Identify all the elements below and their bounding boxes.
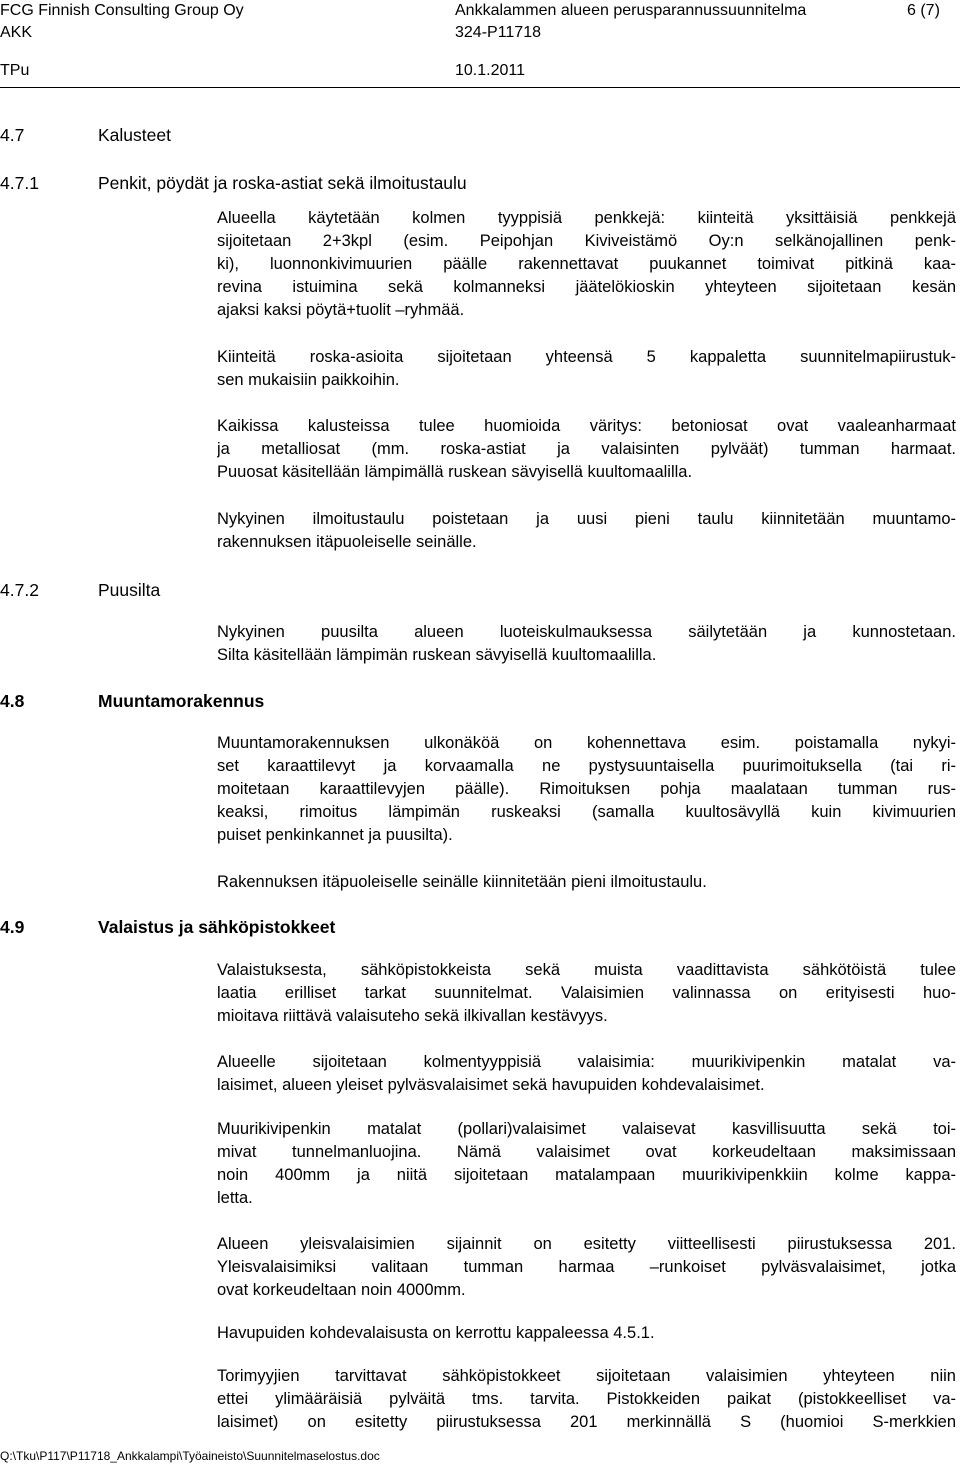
paragraph-line: puiset penkinkannet ja puusilta). (217, 825, 453, 844)
heading-title: Muuntamorakennus (98, 691, 265, 711)
paragraph-substation (217, 732, 956, 846)
paragraph-noticeboard (217, 508, 956, 554)
company-name: FCG Finnish Consulting Group Oy (0, 2, 244, 19)
paragraph-line: sijoitetaan 2+3kpl (esim. Peipohjan Kiviveistämö Oy:n selkänojallinen penk- (217, 231, 956, 250)
heading-4-9 (0, 916, 335, 938)
paragraph-line: ajaksi kaksi pöytä+tuolit –ryhmää. (217, 300, 465, 319)
author: TPu (0, 62, 30, 79)
paragraph-line: ki), luonnonkivimuurien päälle rakennettavat puukannet toimivat pitkinä kaa- (217, 254, 956, 273)
paragraph-lighting-plans (217, 959, 956, 1028)
paragraph-line: set karaattilevyt ja korvaamalla ne pystysuuntaisella puurimoituksella (tai ri- (217, 756, 956, 775)
heading-number: 4.7.2 (0, 580, 39, 600)
paragraph-line: Muurikivipenkin matalat (pollari)valaisimet valaisevat kasvillisuutta sekä toi- (217, 1120, 956, 1138)
paragraph-line: letta. (217, 1188, 253, 1207)
paragraph-line: mioitava riittävä valaisuteho sekä ilkivallan kestävyys. (217, 1006, 608, 1025)
paragraph-line: Valaistuksesta, sähköpistokkeista sekä muista vaadittavista sähkötöistä tulee (217, 961, 956, 979)
heading-4-8 (0, 690, 264, 712)
paragraph-line: Silta käsitellään lämpimän ruskean sävyisellä kuultomaalilla. (217, 645, 657, 664)
paragraph-line: Alueelle sijoitetaan kolmentyyppisiä valaisimia: muurikivipenkin matalat va- (217, 1053, 956, 1071)
paragraph-line: Nykyinen ilmoitustaulu poistetaan ja uusi pieni taulu kiinnitetään muuntamo- (217, 510, 956, 528)
paragraph-line: Havupuiden kohdevalaisusta on kerrottu kappaleessa 4.5.1. (217, 1324, 655, 1342)
paragraph-line: Alueen yleisvalaisimien sijainnit on esitetty viitteellisesti piirustuksessa 201. (217, 1235, 956, 1253)
paragraph-luminaire-types (217, 1051, 956, 1097)
paragraph-line: Torimyyjien tarvittavat sähköpistokkeet sijoitetaan valaisimien yhteyteen niin (217, 1367, 956, 1385)
paragraph-line: sen mukaisiin paikkoihin. (217, 370, 400, 389)
heading-4-7-2 (0, 579, 160, 601)
paragraph-line: Puuosat käsitellään lämpimällä ruskean sävyisellä kuultomaalilla. (217, 462, 693, 481)
paragraph-line: laisimet, alueen yleiset pylväsvalaisimet sekä havupuiden kohdevalaisimet. (217, 1075, 765, 1094)
paragraph-line: Nykyinen puusilta alueen luoteiskulmauksessa säilytetään ja kunnostetaan. (217, 623, 956, 641)
paragraph-line: Yleisvalaisimiksi valitaan tumman harmaa –runkoiset pylväsvalaisimet, jotka (217, 1257, 956, 1276)
heading-number: 4.9 (0, 917, 25, 937)
heading-number: 4.7.1 (0, 173, 39, 193)
header-rule (0, 87, 960, 88)
paragraph-line: mivat tunnelmanluojina. Nämä valaisimet ovat korkeudeltaan maksimissaan (217, 1142, 956, 1161)
paragraph-substation-notice (217, 871, 956, 894)
paragraph-line: laisimet) on esitetty piirustuksessa 201 merkinnällä S (huomioi S-merkkien (217, 1412, 956, 1431)
paragraph-colors (217, 415, 956, 484)
heading-number: 4.7 (0, 125, 25, 145)
paragraph-line: rakennuksen itäpuoleiselle seinälle. (217, 532, 477, 551)
paragraph-line: noin 400mm ja niitä sijoitetaan matalampaan muurikivipenkkiin kolme kappa- (217, 1165, 956, 1184)
document-title: Ankkalammen alueen perusparannussuunnitelma (455, 2, 807, 19)
page-number: 6 (7) (907, 2, 940, 19)
paragraph-line: ja metalliosat (mm. roska-astiat ja valaisinten pylväät) tumman harmaat. (217, 439, 956, 458)
paragraph-sockets (217, 1365, 956, 1434)
paragraph-line: revina istuimina sekä kolmanneksi jäätelökioskin yhteyteen sijoitetaan kesän (217, 277, 956, 296)
heading-title: Valaistus ja sähköpistokkeet (98, 917, 336, 937)
document-date: 10.1.2011 (455, 62, 525, 79)
project-number: 324-P11718 (455, 24, 541, 41)
paragraph-bollards (217, 1118, 956, 1210)
paragraph-line: Muuntamorakennuksen ulkonäköä on kohennettava esim. poistamalla nykyi- (217, 734, 956, 752)
paragraph-line: Kiinteitä roska-asioita sijoitetaan yhteensä 5 kappaletta suunnitelmapiirustuk- (217, 348, 956, 366)
paragraph-bridge (217, 621, 956, 667)
heading-title: Penkit, pöydät ja roska-astiat sekä ilmoitustaulu (98, 173, 467, 193)
paragraph-line: ovat korkeudeltaan noin 4000mm. (217, 1280, 466, 1299)
paragraph-line: Rakennuksen itäpuoleiselle seinälle kiinnitetään pieni ilmoitustaulu. (217, 873, 707, 891)
paragraph-conifer-lights (217, 1322, 956, 1345)
department: AKK (0, 24, 33, 41)
paragraph-line: moitetaan karaattilevyjen päälle). Rimoituksen pohja maalataan tumman rus- (217, 779, 956, 798)
heading-number: 4.8 (0, 691, 25, 711)
paragraph-bins (217, 346, 956, 392)
paragraph-benches (217, 207, 956, 321)
heading-title: Puusilta (98, 580, 161, 600)
paragraph-line: Alueella käytetään kolmen tyyppisiä penkkejä: kiinteitä yksittäisiä penkkejä (217, 209, 956, 227)
heading-title: Kalusteet (98, 125, 171, 145)
paragraph-general-lights (217, 1233, 956, 1302)
paragraph-line: keaksi, rimoitus lämpimän ruskeaksi (samalla kuultosävyllä kuin kivimuurien (217, 802, 956, 821)
heading-4-7 (0, 124, 171, 146)
paragraph-line: laatia erilliset tarkat suunnitelmat. Valaisimien valinnassa on erityisesti huo- (217, 983, 956, 1002)
heading-4-7-1 (0, 172, 467, 194)
file-path-footer: Q:\Tku\P117\P11718_Ankkalampi\Työaineisto\Suunnitelmaselostus.doc (0, 1449, 380, 1463)
paragraph-line: ettei ylimääräisiä pylväitä tms. tarvita. Pistokkeiden paikat (pistokkeelliset va- (217, 1389, 956, 1408)
paragraph-line: Kaikissa kalusteissa tulee huomioida väritys: betoniosat ovat vaaleanharmaat (217, 417, 956, 435)
